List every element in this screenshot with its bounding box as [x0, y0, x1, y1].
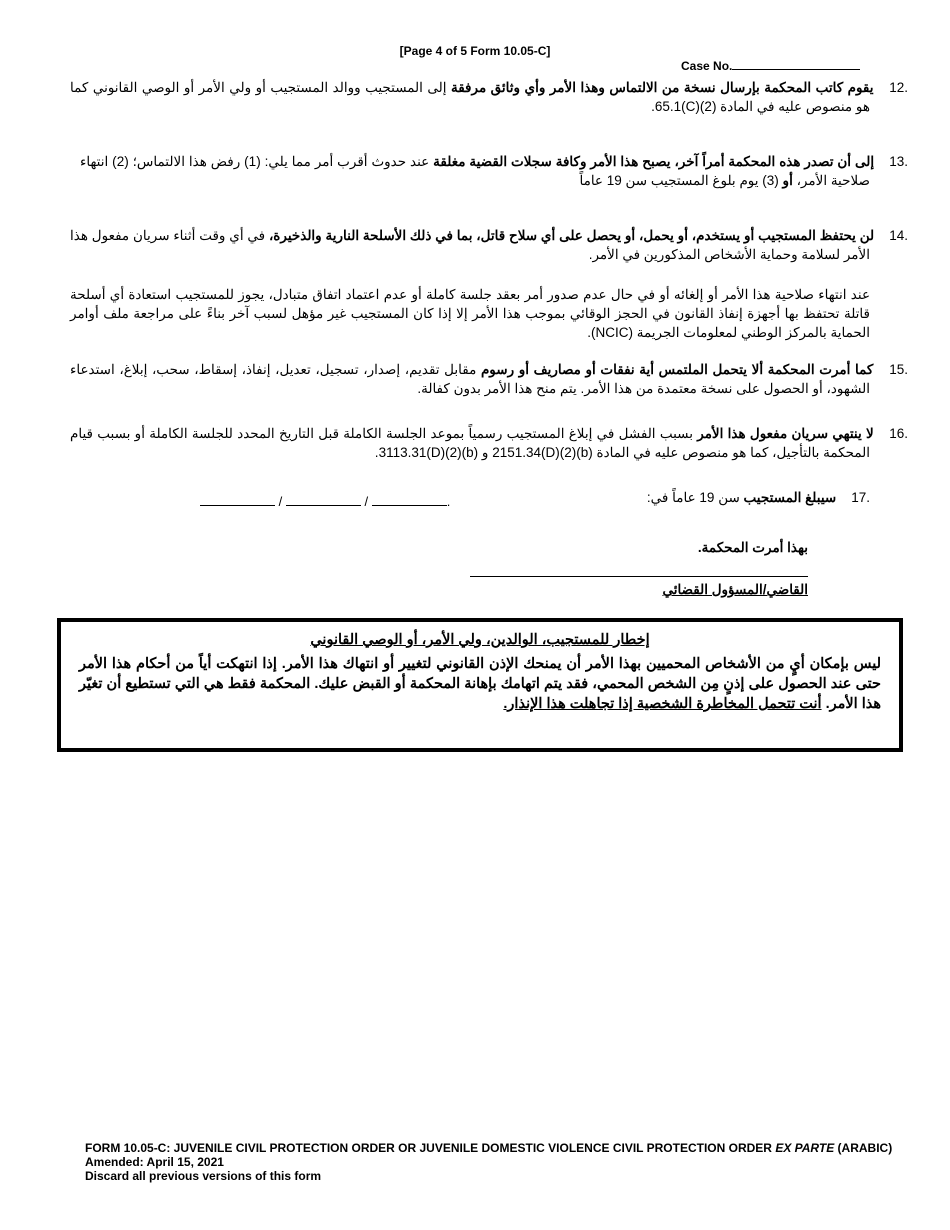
item-17 — [70, 488, 870, 507]
item-bold: لن يحتفظ المستجيب أو يستخدم، أو يحمل، أو يحصل على أي سلاح قاتل، بما في ذلك الأسلحة النارية والذخيرة، — [268, 228, 875, 243]
item-text: إلى المستجيب ووالد المستجيب أو ولي الأمر أو الوصي القانوني كما هو منصوص عليه في المادة (2)(C)65.1. — [70, 80, 870, 114]
footer-amended: Amended: April 15, 2021 — [85, 1155, 224, 1169]
item-bold: أو — [782, 173, 793, 188]
item-bold: يقوم كاتب المحكمة بإرسال نسخة من الالتماس وهذا الأمر وأي وثائق مرفقة — [450, 80, 874, 95]
item-text: بسبب الفشل في إبلاغ المستجيب رسمياً بموعد الجلسة الكاملة قبل التاريخ المحدد للجلسة الكاملة أو بسبب قيام المحكمة بالتأجيل، كما هو منصوص عليه في المادة (b)(2)(D)2151.34 و (b)(2)(D)3113.31. — [70, 426, 870, 460]
notice-box — [57, 618, 903, 752]
case-no-field[interactable] — [732, 58, 860, 70]
day-blank[interactable] — [286, 493, 361, 506]
item-bold: سيبلغ المستجيب — [743, 490, 837, 505]
month-blank[interactable] — [372, 493, 447, 506]
birthday-date-field[interactable] — [200, 493, 450, 509]
item-number: 13. — [889, 154, 908, 169]
case-no-label: Case No. — [681, 59, 733, 73]
notice-body: ليس بإمكان أيٍ من الأشخاص المحميين بهذا الأمر أن يمنحك الإذن القانوني لتغيير أو انتهاك هذا الأمر. إذا انتهكت أياً من أحكام هذا الأمر حتى عند الحصول على إذنٍ مِن الشخص المحمي، فقد يتم اتهامك بإهانة المحكمة أو القبض عليك. المحكمة فقط هي التي تستطيع أن تغيّر هذا الأمر. — [79, 656, 881, 712]
signature-label: القاضي/المسؤول القضائي — [662, 582, 808, 597]
item-text: مقابل تقديم، إصدار، تسجيل، تعديل، إنفاذ، إسقاط، سحب، إبلاغ، استدعاء الشهود، أو الحصول على نسخة معتمدة من هذا الأمر. يتم منح هذا الأمر بدون كفالة. — [70, 362, 870, 396]
signature-line[interactable] — [470, 576, 808, 577]
item-text: عند حدوث أقرب أمر مما يلي: (1) رفض هذا الالتماس؛ (2) انتهاء صلاحية الأمر، — [80, 154, 870, 188]
item-number: 17. — [851, 490, 870, 505]
item-text: (3) يوم بلوغ المستجيب سن 19 عاماً — [579, 173, 783, 188]
item-number: 14. — [889, 228, 908, 243]
case-number — [681, 58, 860, 73]
item-16 — [70, 424, 908, 462]
item-text: في أي وقت أثناء سريان مفعول هذا الأمر لسلامة وحماية الأشخاص المذكورين في الأمر. — [70, 228, 870, 262]
so-ordered: بهذا أمرت المحكمة. — [697, 540, 808, 555]
item-bold: إلى أن تصدر هذه المحكمة أمراً آخر، يصبح هذا الأمر وكافة سجلات القضية مغلقة — [433, 154, 875, 169]
item-bold: كما أمرت المحكمة ألا يتحمل الملتمس أية نفقات أو مصاريف أو رسوم — [480, 362, 874, 377]
item-number: 15. — [889, 362, 908, 377]
item-13 — [80, 152, 908, 190]
date-end: . — [446, 494, 451, 509]
item-number: 12. — [889, 80, 908, 95]
footer-title-text: FORM 10.05-C: JUVENILE CIVIL PROTECTION ORDER OR JUVENILE DOMESTIC VIOLENCE CIVIL PROTECTION ORDER — [85, 1141, 776, 1155]
footer-title — [85, 1141, 892, 1155]
page-label: [Page 4 of 5 Form 10.05-C] — [399, 44, 551, 58]
footer-discard: Discard all previous versions of this form — [85, 1169, 322, 1183]
item-14 — [70, 226, 908, 264]
notice-title: إخطار للمستجيب، الوالدين، ولي الأمر، أو الوصي القانوني — [310, 632, 650, 648]
year-blank[interactable] — [200, 493, 275, 506]
item-number: 16. — [889, 426, 908, 441]
item-15 — [70, 360, 908, 398]
item-bold: لا ينتهي سريان مفعول هذا الأمر — [697, 426, 874, 441]
notice-text — [73, 654, 887, 714]
footer-ex-parte: EX PARTE — [775, 1141, 835, 1155]
date-separator: / — [278, 494, 283, 509]
item-12 — [70, 78, 908, 116]
item-text: سن 19 عاماً في: — [646, 490, 744, 505]
date-separator: / — [364, 494, 369, 509]
form-footer — [85, 1141, 892, 1183]
firearms-paragraph: عند انتهاء صلاحية هذا الأمر أو إلغائه أو في حال عدم صدور أمر بعقد جلسة كاملة أو عدم اعتماد اتفاق متبادل، يجوز للمستجيب استعادة أي أسلحة قاتلة تحتفظ بها أجهزة إنفاذ القانون في الحجز الوقائي بموجب هذا الأمر إلا إذا كان المستجيب غير مؤهل لسبب آخر بناءً على مراجعة ملف أوامر الحماية بالمركز الوطني لمعلومات الجريمة (NCIC). — [70, 287, 870, 340]
footer-language: (ARABIC) — [834, 1141, 893, 1155]
notice-warning: أنت تتحمل المخاطرة الشخصية إذا تجاهلت هذا الإنذار. — [503, 696, 822, 712]
